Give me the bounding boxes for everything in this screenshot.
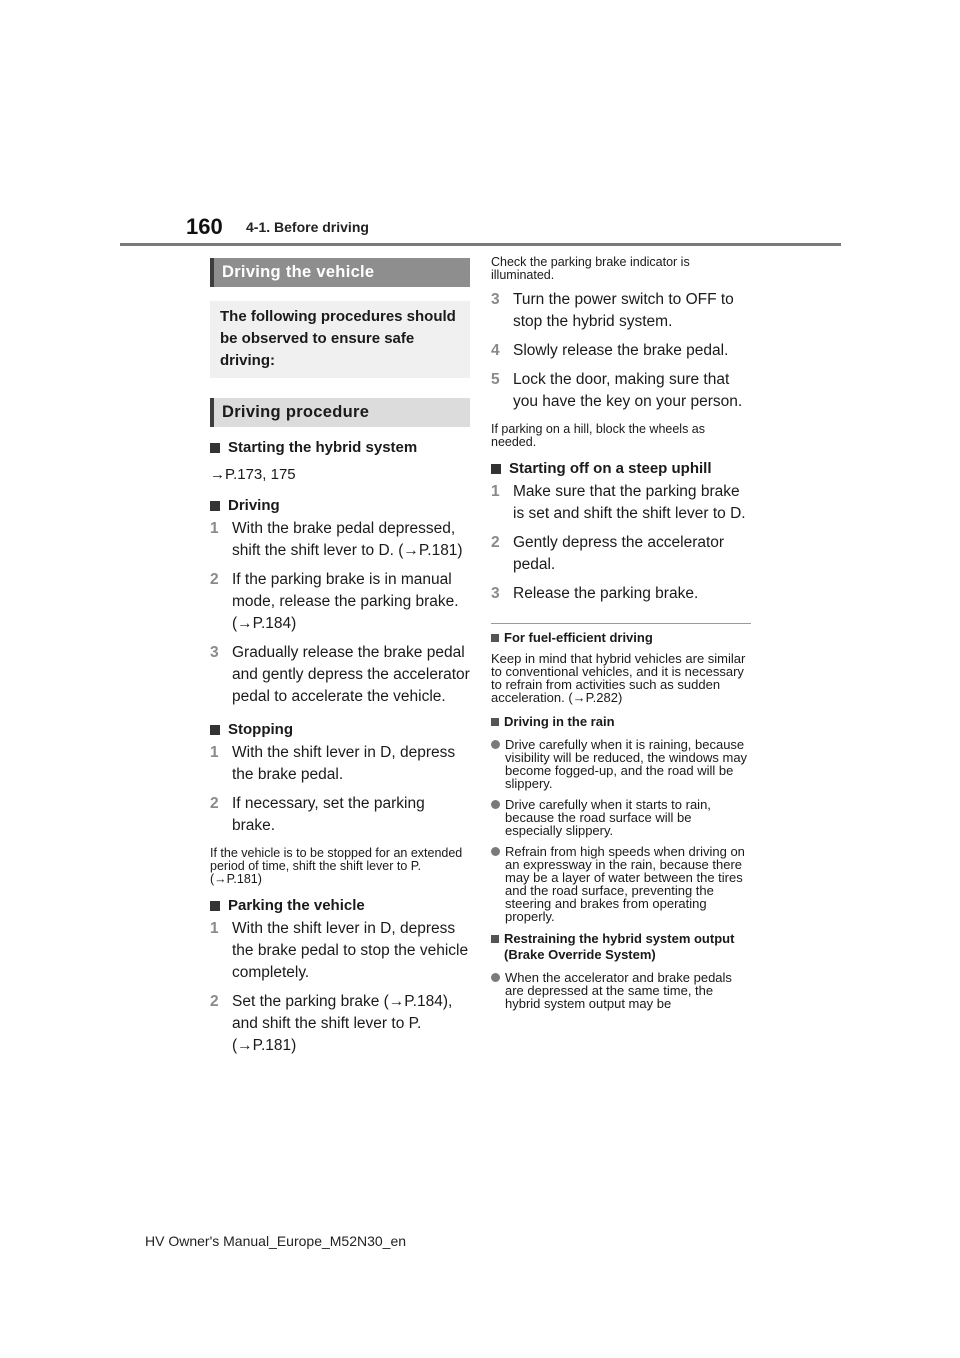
right-column: [491, 256, 751, 1010]
uphill-step: 3 Release the parking brake.: [491, 585, 699, 602]
square-bullet-icon: [491, 464, 501, 474]
title-driving-procedure: Driving procedure: [210, 398, 470, 427]
heading-fuel-efficient: For fuel-efficient driving: [491, 630, 751, 646]
footer-manual-id: HV Owner's Manual_Europe_M52N30_en: [145, 1233, 407, 1249]
heading-driving: Driving: [210, 497, 470, 514]
circle-bullet-icon: [491, 973, 500, 982]
intro-box: The following procedures should be observed to ensure safe driving:: [210, 301, 470, 378]
square-bullet-icon: [210, 443, 220, 453]
driving-step: 3 Gradually release the brake pedal and gently depress the accelerator pedal to accelerate the vehicle.: [210, 644, 470, 705]
parking-step: 4 Slowly release the brake pedal.: [491, 342, 729, 359]
section-divider: [491, 623, 751, 624]
stopping-step: 1 With the shift lever in D, depress the brake pedal.: [210, 744, 456, 783]
parking-step: 5 Lock the door, making sure that you have the key on your person.: [491, 371, 743, 410]
rain-bullet: Drive carefully when it is raining, because visibility will be reduced, the windows may become fogged-up, and the road will be slippery.: [491, 738, 751, 790]
rain-bullet: Refrain from high speeds when driving on an expressway in the rain, because there may be a layer of water between the tires and the road surface, preventing the steering and brakes from operating properly.: [491, 845, 751, 923]
override-bullet: When the accelerator and brake pedals are depressed at the same time, the hybrid system output may be: [491, 971, 751, 1010]
rain-bullet: Drive carefully when it starts to rain, because the road surface will be especially slippery.: [491, 798, 751, 837]
starting-reference: →P.173, 175: [210, 466, 296, 483]
heading-stopping: Stopping: [210, 721, 470, 738]
heading-parking: Parking the vehicle: [210, 897, 470, 914]
hill-note: If parking on a hill, block the wheels as needed.: [491, 422, 706, 449]
heading-starting: Starting the hybrid system: [210, 439, 470, 456]
square-bullet-icon: [491, 718, 499, 726]
square-bullet-icon: [210, 725, 220, 735]
parking-step: 3 Turn the power switch to OFF to stop the hybrid system.: [491, 291, 734, 330]
square-bullet-icon: [491, 935, 499, 943]
uphill-step: 1 Make sure that the parking brake is set and shift the shift lever to D.: [491, 483, 746, 522]
circle-bullet-icon: [491, 740, 500, 749]
parking-step: 1 With the shift lever in D, depress the brake pedal to stop the vehicle completely.: [210, 920, 469, 981]
title-driving-the-vehicle: Driving the vehicle: [210, 258, 470, 287]
parking-step: 2 Set the parking brake (→P.184), and shift the shift lever to P. (→P.181): [210, 993, 453, 1054]
parking-indicator-note: Check the parking brake indicator is illuminated.: [491, 255, 690, 282]
stopping-step: 2 If necessary, set the parking brake.: [210, 795, 425, 834]
heading-rain: Driving in the rain: [491, 714, 751, 730]
page-number: 160: [186, 214, 223, 239]
stopping-note: If the vehicle is to be stopped for an extended period of time, shift the shift lever to P. (→P.181): [210, 846, 463, 886]
square-bullet-icon: [210, 901, 220, 911]
driving-step: 1 With the brake pedal depressed, shift the shift lever to D. (→P.181): [210, 520, 463, 559]
left-column: [210, 258, 470, 1057]
circle-bullet-icon: [491, 847, 500, 856]
section-label: 4-1. Before driving: [246, 219, 369, 235]
square-bullet-icon: [210, 501, 220, 511]
heading-brake-override: Restraining the hybrid system output (Brake Override System): [491, 931, 751, 963]
fuel-efficient-text: Keep in mind that hybrid vehicles are similar to conventional vehicles, and it is necessary to refrain from activities such as sudden acceleration. (→P.282): [491, 651, 746, 705]
uphill-step: 2 Gently depress the accelerator pedal.: [491, 534, 725, 573]
circle-bullet-icon: [491, 800, 500, 809]
driving-step: 2 If the parking brake is in manual mode, release the parking brake. (→P.184): [210, 571, 459, 632]
header-divider: [120, 243, 841, 246]
square-bullet-icon: [491, 634, 499, 642]
heading-steep-uphill: Starting off on a steep uphill: [491, 460, 751, 477]
